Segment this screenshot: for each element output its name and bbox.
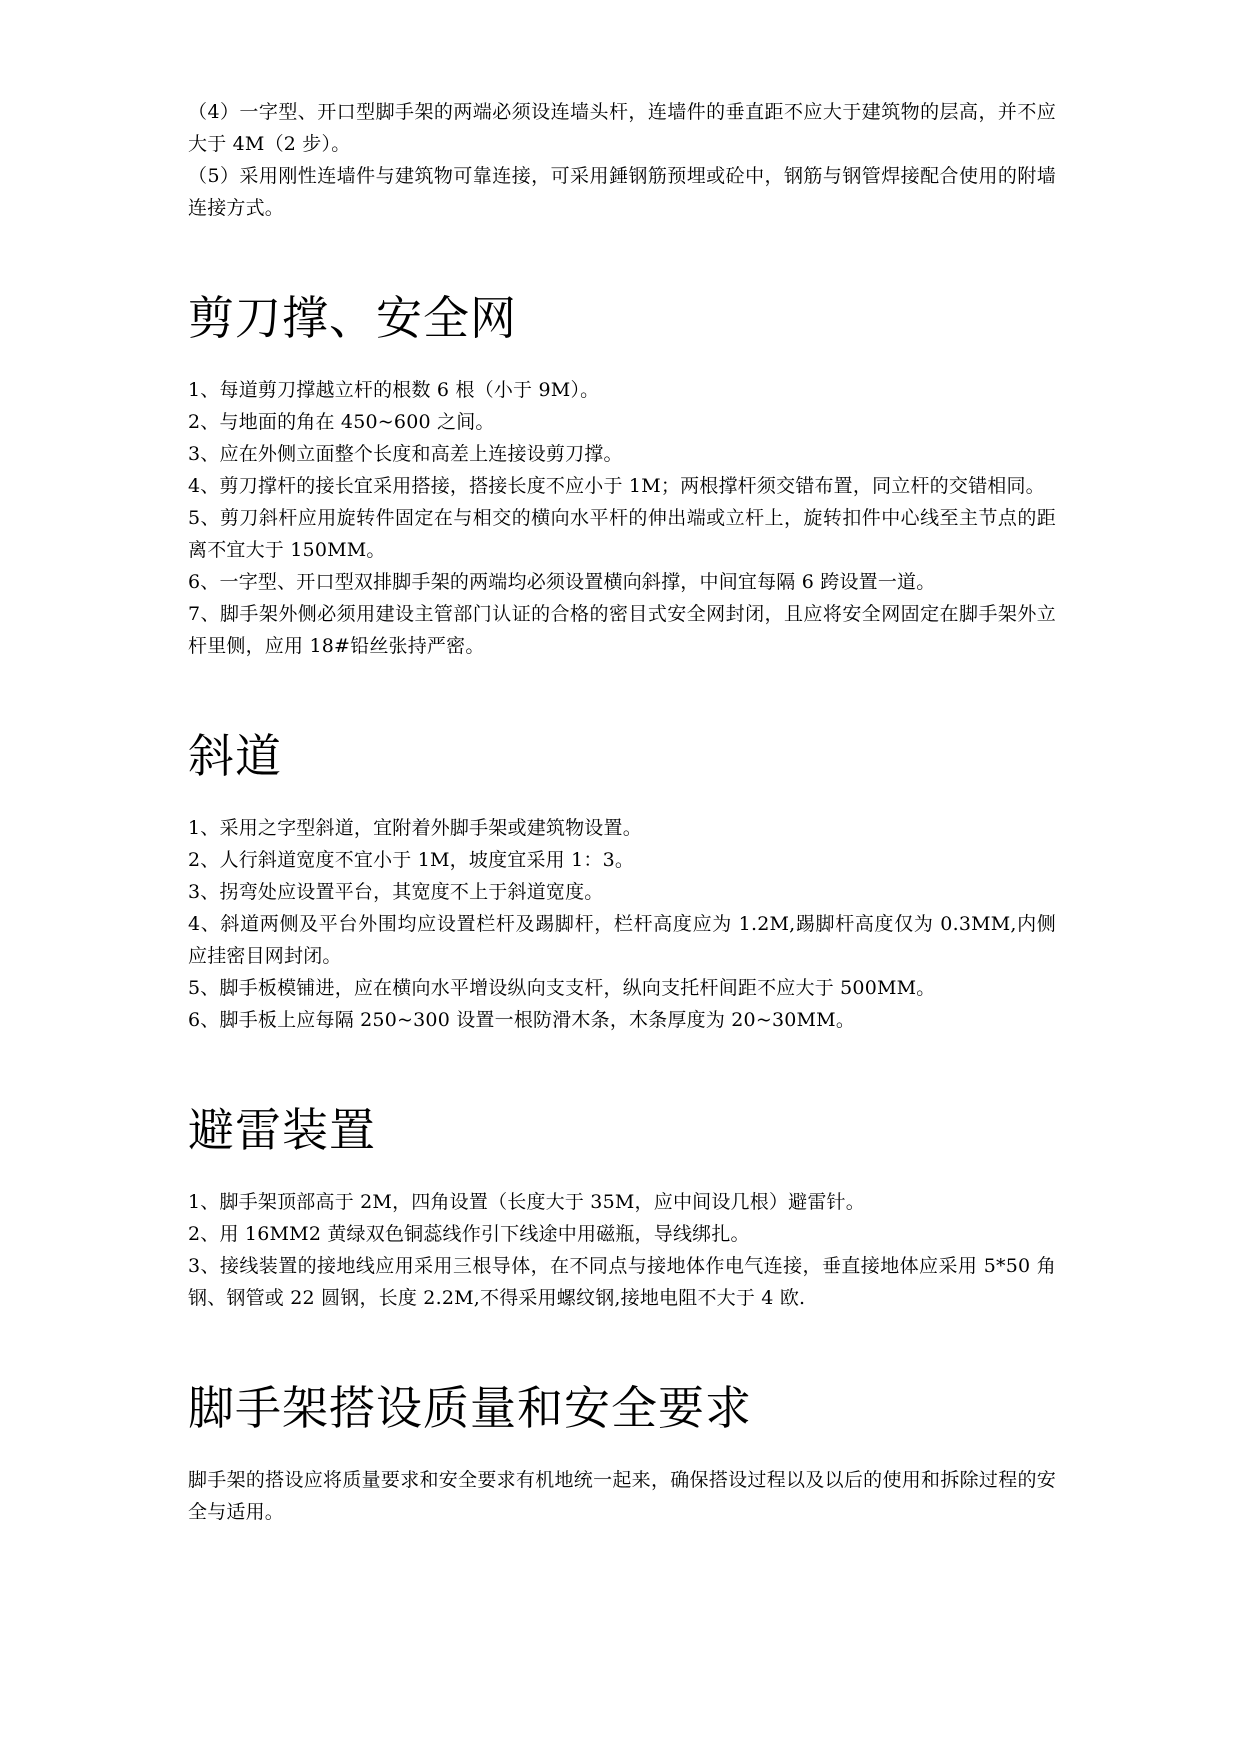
paragraph: 1、采用之字型斜道，宜附着外脚手架或建筑物设置。 xyxy=(188,817,642,839)
section-scissor-brace xyxy=(188,290,1056,662)
intro-section xyxy=(188,96,1056,224)
paragraph: 2、用 16MM2 黄绿双色铜蕊线作引下线途中用磁瓶，导线绑扎。 xyxy=(188,1223,750,1245)
paragraph: 5、脚手板模铺进，应在横向水平增设纵向支支杆，纵向支托杆间距不应大于 500MM。 xyxy=(188,977,936,999)
paragraph: 5、剪刀斜杆应用旋转件固定在与相交的横向水平杆的伸出端或立杆上，旋转扣件中心线至主节点的距离不宜大于 150MM。 xyxy=(188,507,1056,561)
paragraph: 6、一字型、开口型双排脚手架的两端均必须设置横向斜撑，中间宜每隔 6 跨设置一道。 xyxy=(188,571,936,593)
paragraph: （5）采用刚性连墙件与建筑物可靠连接，可采用錘钢筋预埋或砼中，钢筋与钢管焊接配合使用的附墙连接方式。 xyxy=(188,165,1056,219)
section-heading: 脚手架搭设质量和安全要求 xyxy=(188,1381,752,1435)
section-quality-safety xyxy=(188,1380,1056,1528)
section-heading: 剪刀撑、安全网 xyxy=(188,291,517,345)
paragraph: 4、剪刀撑杆的接长宜采用搭接，搭接长度不应小于 1M；两根撑杆须交错布置，同立杆的交错相同。 xyxy=(188,475,1045,497)
paragraph: 3、接线装置的接地线应用采用三根导体，在不同点与接地体作电气连接，垂直接地体应采用 5*50 角钢、钢管或 22 圆钢，长度 2.2M,不得采用螺纹钢,接地电阻不大于 4 欧. xyxy=(188,1255,1056,1309)
section-heading: 斜道 xyxy=(188,729,282,783)
paragraph: 1、每道剪刀撑越立杆的根数 6 根（小于 9M）。 xyxy=(188,379,600,401)
section-lightning-protection xyxy=(188,1102,1056,1314)
paragraph: 2、人行斜道宽度不宜小于 1M，坡度宜采用 1：3。 xyxy=(188,849,635,871)
paragraph: 4、斜道两侧及平台外围均应设置栏杆及踢脚杆，栏杆高度应为 1.2M,踢脚杆高度仅为 0.3MM,内侧应挂密目网封闭。 xyxy=(188,913,1056,967)
paragraph: 1、脚手架顶部高于 2M，四角设置（长度大于 35M，应中间设几根）避雷针。 xyxy=(188,1191,865,1213)
paragraph: 2、与地面的角在 450~600 之间。 xyxy=(188,411,495,433)
paragraph: 3、应在外侧立面整个长度和高差上连接设剪刀撑。 xyxy=(188,443,623,465)
paragraph: 3、拐弯处应设置平台，其宽度不上于斜道宽度。 xyxy=(188,881,604,903)
document-page xyxy=(188,96,1056,1528)
paragraph: 脚手架的搭设应将质量要求和安全要求有机地统一起来，确保搭设过程以及以后的使用和拆除过程的安全与适用。 xyxy=(188,1469,1056,1523)
paragraph: （4）一字型、开口型脚手架的两端必须设连墙头杆，连墙件的垂直距不应大于建筑物的层高，并不应大于 4M（2 步）。 xyxy=(188,101,1056,155)
section-heading: 避雷装置 xyxy=(188,1103,376,1157)
paragraph: 7、脚手架外侧必须用建设主管部门认证的合格的密目式安全网封闭，且应将安全网固定在脚手架外立杆里侧，应用 18#铅丝张持严密。 xyxy=(188,603,1056,657)
section-ramp xyxy=(188,728,1056,1036)
paragraph: 6、脚手板上应每隔 250~300 设置一根防滑木条，木条厚度为 20~30MM。 xyxy=(188,1009,856,1031)
